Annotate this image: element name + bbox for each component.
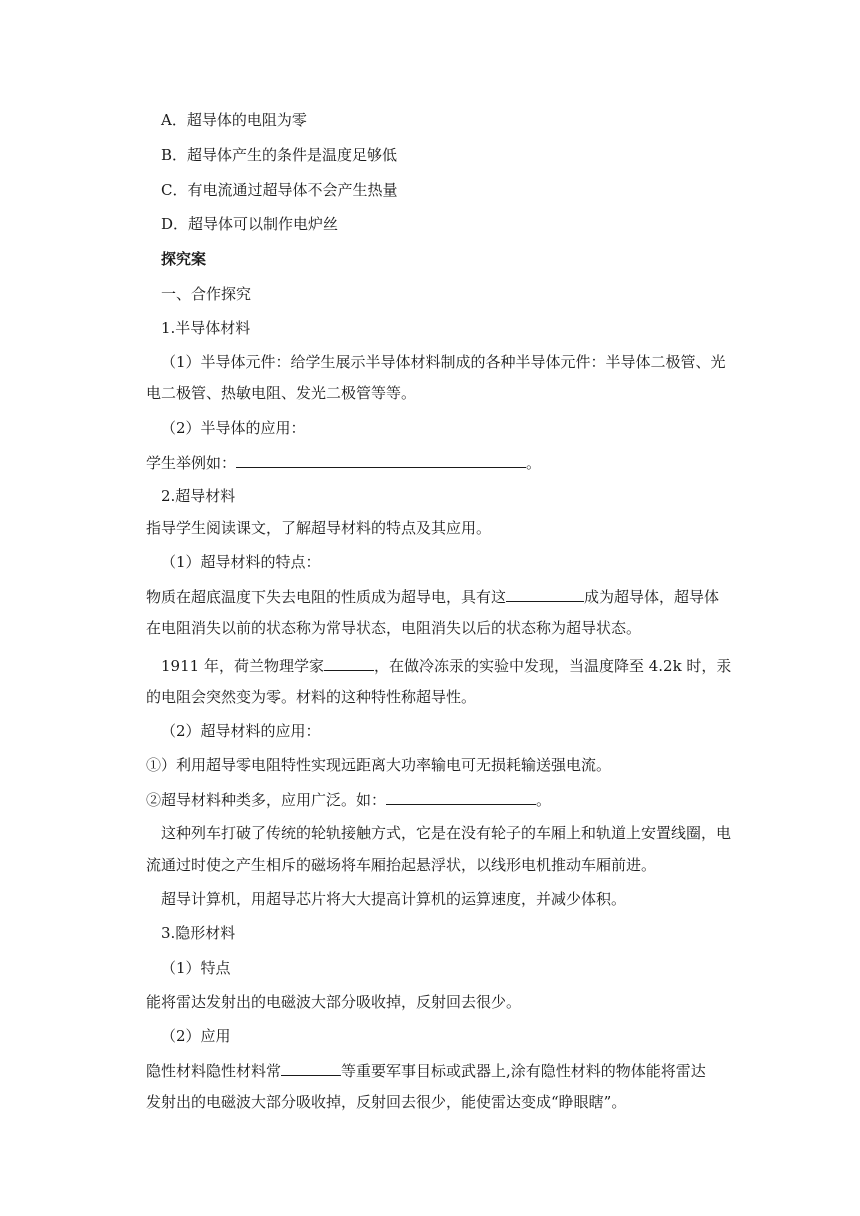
application-power-transmission: ①）利用超导零电阻特性实现远距离大功率输电可无损耗输送强电流。	[146, 756, 612, 774]
section-title: 探究案	[161, 250, 207, 268]
maglev-line2: 流通过时使之产生相斥的磁场将车厢抬起悬浮状，以线形电机推动车厢前进。	[146, 856, 657, 874]
stealth-application-blank[interactable]	[281, 1060, 341, 1076]
stealth-application-label: （2）应用	[161, 1027, 231, 1045]
student-example-prefix: 学生举例如：	[146, 454, 237, 472]
semiconductor-application-label: （2）半导体的应用：	[161, 419, 306, 437]
definition-suffix: 成为超导体，超导体	[584, 588, 720, 606]
option-d: D．超导体可以制作电炉丝	[161, 215, 339, 233]
stealth-title: 3.隐形材料	[161, 924, 236, 942]
definition-blank[interactable]	[506, 586, 584, 602]
student-example-suffix: 。	[526, 454, 542, 472]
heading-cooperative-inquiry: 一、合作探究	[161, 285, 252, 303]
stealth-application-suffix: 等重要军事目标或武器上,涂有隐性材料的物体能将雷达	[341, 1062, 706, 1080]
superconductor-definition-line1	[146, 586, 719, 607]
history-line2: 的电阻会突然变为零。材料的这种特性称超导性。	[146, 688, 477, 706]
stealth-features-text: 能将雷达发射出的电磁波大部分吸收掉，反射回去很少。	[146, 993, 522, 1011]
student-example-blank[interactable]	[236, 452, 526, 468]
option-b: B．超导体产生的条件是温度足够低	[161, 146, 398, 164]
application-examples-suffix: 。	[536, 791, 552, 809]
superconductor-title: 2.超导材料	[161, 487, 236, 505]
history-suffix: ，在做冷冻汞的实验中发现，当温度降至 4.2k 时，汞	[373, 657, 732, 675]
student-example-line	[146, 452, 541, 473]
physicist-blank[interactable]	[324, 655, 374, 671]
stealth-features-label: （1）特点	[161, 959, 231, 977]
superconducting-computer: 超导计算机，用超导芯片将大大提高计算机的运算速度，并减少体积。	[161, 890, 627, 908]
application-examples-line	[146, 789, 551, 810]
history-line1	[161, 655, 731, 676]
superconductor-application-label: （2）超导材料的应用：	[161, 722, 321, 740]
stealth-application-line2: 发射出的电磁波大部分吸收掉，反射回去很少，能使雷达变成“睁眼瞎”。	[146, 1093, 627, 1111]
option-c: C．有电流通过超导体不会产生热量	[161, 181, 398, 199]
semiconductor-components-line2: 电二极管、热敏电阻、发光二极管等等。	[146, 384, 417, 402]
stealth-application-line1	[146, 1060, 706, 1081]
superconductor-features-label: （1）超导材料的特点：	[161, 553, 321, 571]
history-prefix: 1911 年，荷兰物理学家	[161, 657, 324, 675]
application-examples-blank[interactable]	[386, 789, 536, 805]
superconductor-intro: 指导学生阅读课文，了解超导材料的特点及其应用。	[146, 519, 492, 537]
maglev-line1: 这种列车打破了传统的轮轨接触方式，它是在没有轮子的车厢上和轨道上安置线圈，电	[161, 824, 732, 842]
definition-prefix: 物质在超底温度下失去电阻的性质成为超导电，具有这	[146, 588, 507, 606]
semiconductor-components-line1: （1）半导体元件：给学生展示半导体材料制成的各种半导体元件：半导体二极管、光	[161, 353, 726, 371]
application-examples-prefix: ②超导材料种类多，应用广泛。如：	[146, 791, 387, 809]
superconductor-definition-line2: 在电阻消失以前的状态称为常导状态，电阻消失以后的状态称为超导状态。	[146, 619, 642, 637]
semiconductor-title: 1.半导体材料	[161, 319, 251, 337]
stealth-application-prefix: 隐性材料隐性材料常	[146, 1062, 282, 1080]
option-a: A．超导体的电阻为零	[161, 111, 307, 129]
